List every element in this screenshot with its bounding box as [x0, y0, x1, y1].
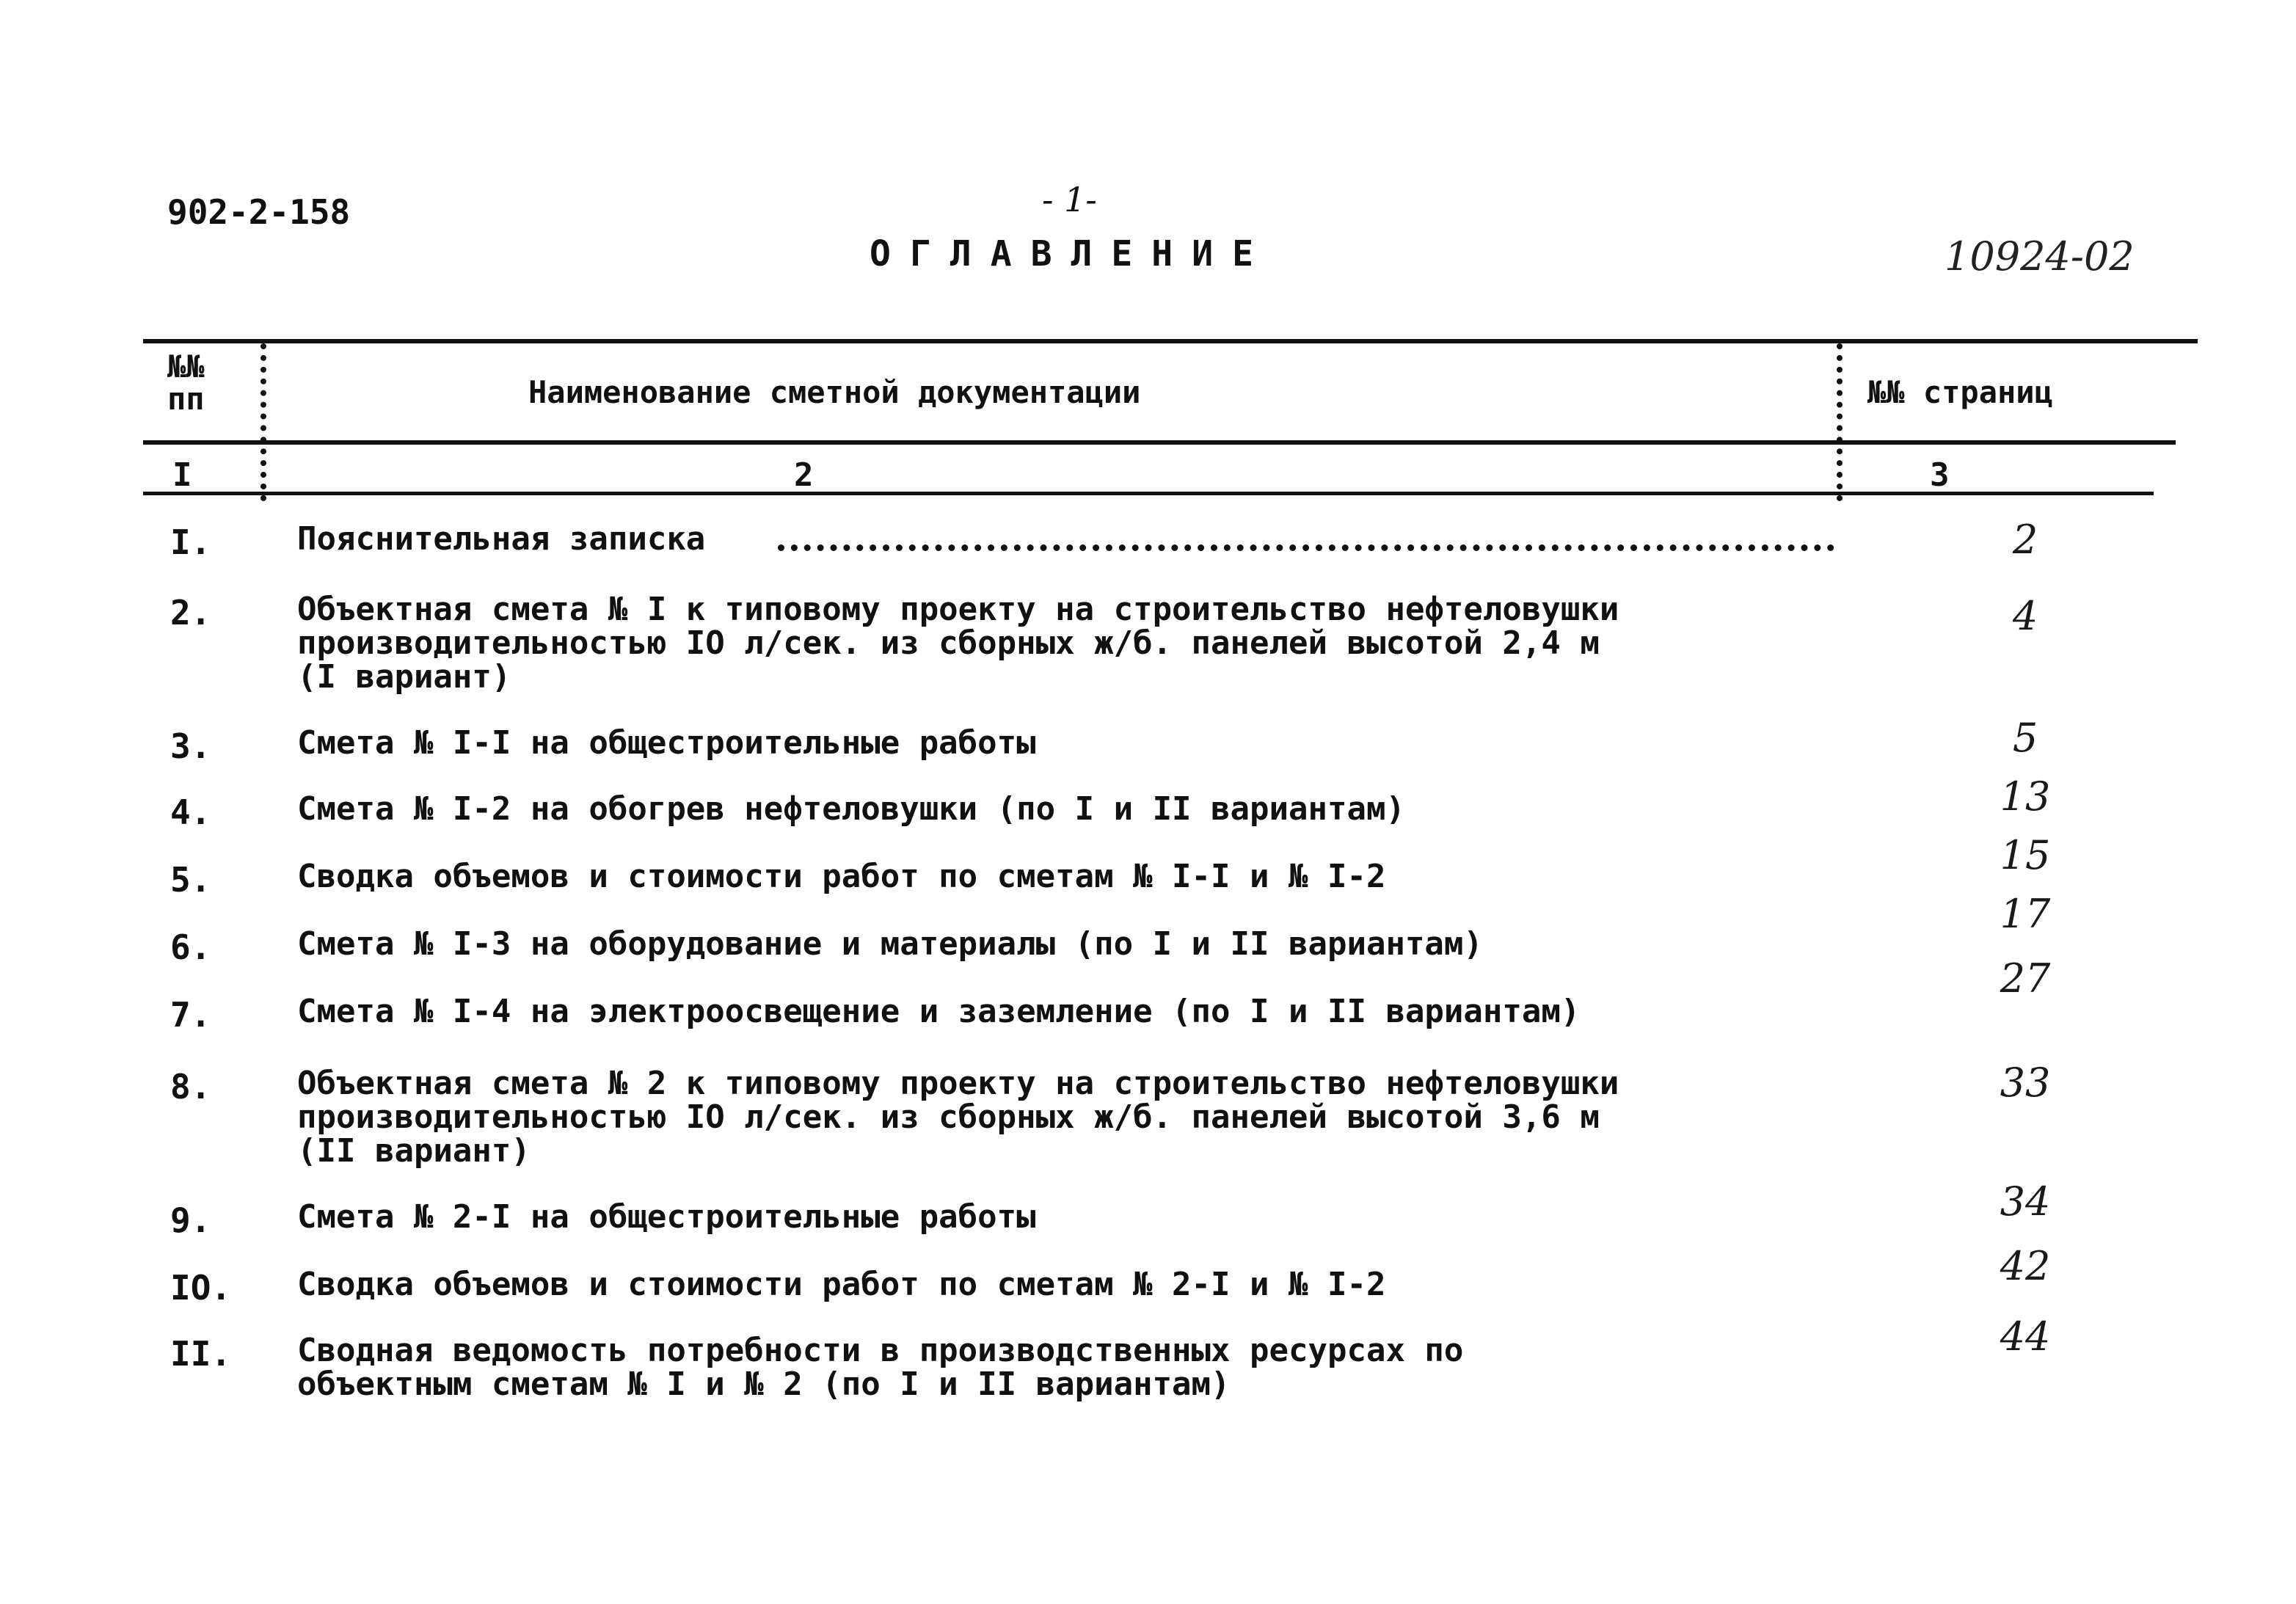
- row-page: 15: [2000, 832, 2051, 878]
- row-title: Сводка объемов и стоимости работ по сметам № 2-I и № I-2: [297, 1266, 1386, 1303]
- row-number: IO.: [170, 1268, 232, 1308]
- row-number: 9.: [170, 1200, 211, 1240]
- row-title: Объектная смета № I к типовому проекту на строительство нефтеловушки производительностью IO л/сек. из сборных ж/б. панелей высотой 2,4 м (I вариант): [297, 591, 1619, 696]
- row-number: 4.: [170, 792, 211, 832]
- row-page: 17: [2000, 891, 2051, 937]
- row-title: Смета № I-I на общестроительные работы: [297, 724, 1036, 762]
- row-title: Пояснительная записка: [297, 520, 706, 558]
- document-code: 902-2-158: [167, 192, 351, 232]
- row-number: II.: [170, 1334, 232, 1374]
- row-page: 44: [2000, 1313, 2051, 1360]
- row-number: 7.: [170, 995, 211, 1035]
- row-number: 2.: [170, 593, 211, 633]
- row-title: Смета № I-4 на электроосвещение и заземление (по I и II вариантам): [297, 993, 1581, 1030]
- column-index-3: 3: [1930, 456, 1950, 494]
- page-number: - 1-: [1042, 180, 1097, 219]
- row-page: 13: [2000, 773, 2051, 820]
- page-title: ОГЛАВЛЕНИЕ: [870, 233, 1272, 274]
- column-divider-left: [260, 343, 266, 501]
- row-number: 5.: [170, 860, 211, 900]
- table-top-rule: [143, 339, 2198, 343]
- row-page: 34: [2000, 1178, 2051, 1225]
- row-page: 42: [2000, 1243, 2051, 1289]
- row-page: 4: [2012, 593, 2038, 639]
- row-number: I.: [170, 522, 211, 562]
- column-index-1: I: [172, 456, 192, 494]
- column-index-2: 2: [794, 456, 814, 494]
- inventory-number: 10924-02: [1945, 233, 2135, 280]
- row-title: Сводная ведомость потребности в производственных ресурсах по объектным сметам № I и № 2 (по I и II вариантам): [297, 1332, 1464, 1403]
- row-page: 2: [2012, 517, 2038, 563]
- table-index-rule: [143, 492, 2154, 495]
- row-title: Объектная смета № 2 к типовому проекту на строительство нефтеловушки производительностью IO л/сек. из сборных ж/б. панелей высотой 3,6 м (II вариант): [297, 1065, 1619, 1170]
- row-number: 3.: [170, 726, 211, 766]
- row-number: 8.: [170, 1067, 211, 1107]
- row-title: Смета № I-3 на оборудование и материалы (по I и II вариантам): [297, 925, 1483, 963]
- row-page: 5: [2012, 715, 2038, 761]
- row-title: Смета № 2-I на общестроительные работы: [297, 1198, 1036, 1236]
- column-header-number: №№ пп: [167, 349, 205, 417]
- column-header-pages: №№ страниц: [1867, 374, 2053, 410]
- column-divider-right: [1837, 343, 1843, 501]
- row-page: 33: [2000, 1060, 2051, 1106]
- row-title: Сводка объемов и стоимости работ по сметам № I-I и № I-2: [297, 858, 1386, 895]
- row-page: 27: [2000, 955, 2051, 1002]
- column-header-name: Наименование сметной документации: [528, 374, 1141, 410]
- dot-leader: [778, 544, 1834, 551]
- row-number: 6.: [170, 927, 211, 967]
- row-title: Смета № I-2 на обогрев нефтеловушки (по I и II вариантам): [297, 790, 1405, 828]
- table-header-rule: [143, 440, 2176, 445]
